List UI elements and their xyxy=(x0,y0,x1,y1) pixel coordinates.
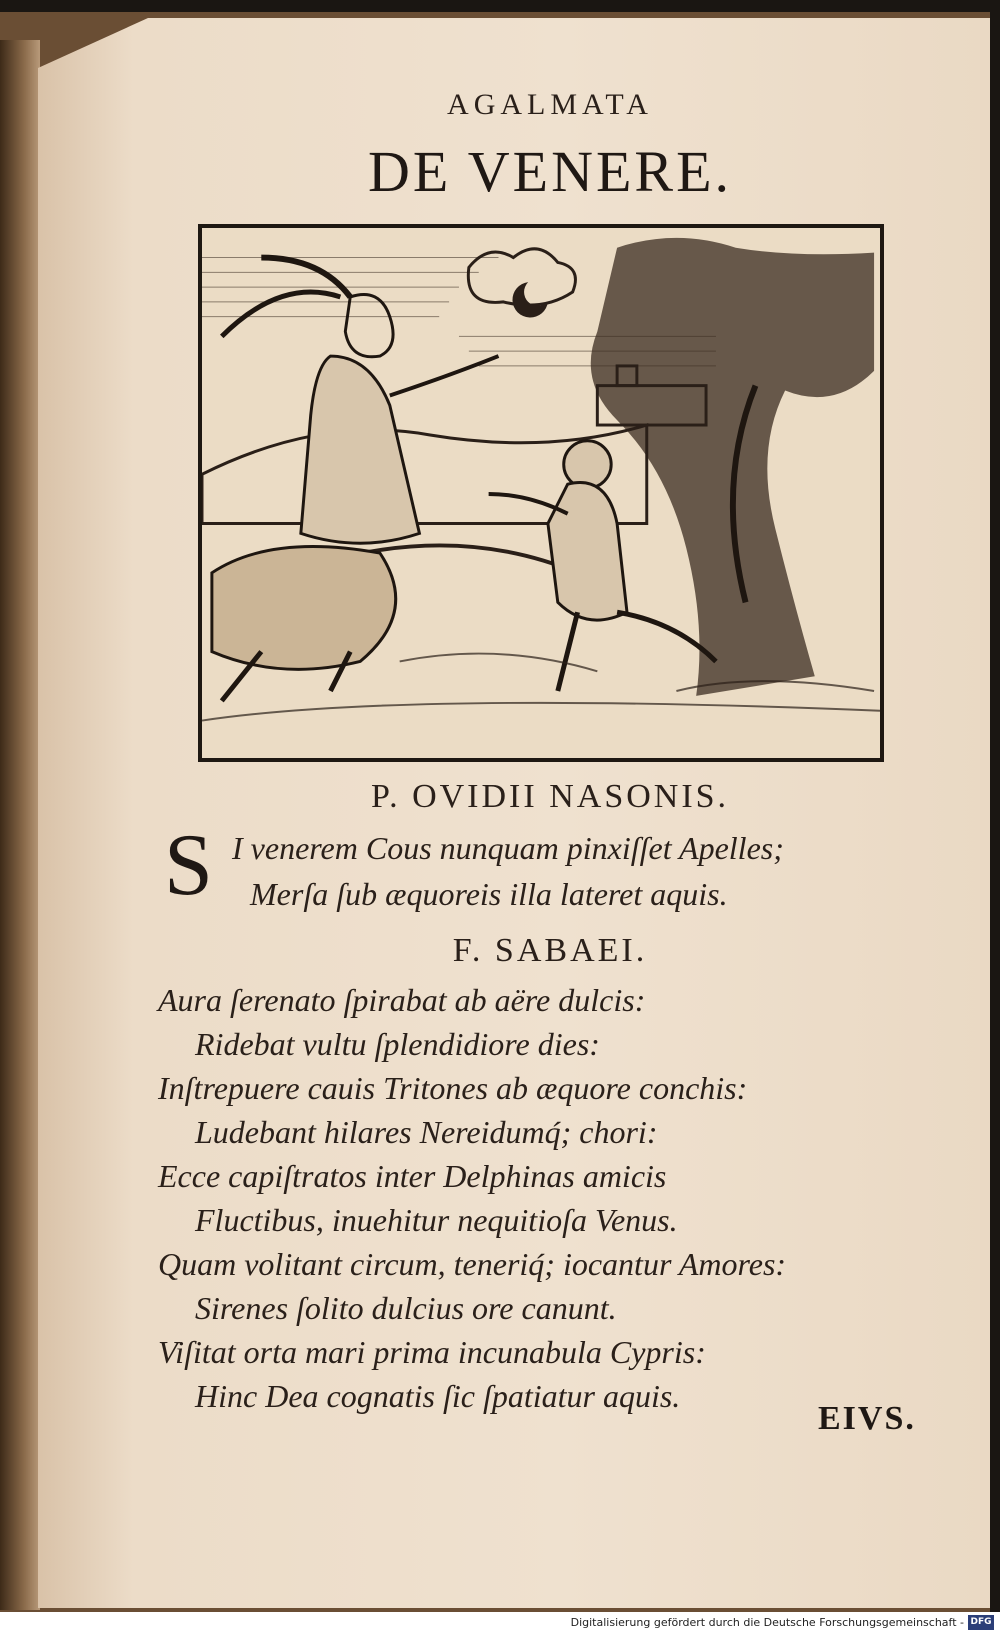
sabaei-verse-line: Ludebant hilares Nereidumq́; chori: xyxy=(195,1114,658,1150)
sabaei-verse-line: Ecce capiſtratos inter Delphinas amicis xyxy=(158,1158,667,1194)
section-title-sabaei: F. SABAEI. xyxy=(452,932,648,969)
page-title: DE VENERE. xyxy=(367,139,732,204)
sabaei-verse-line: Quam volitant circum, teneriq́; iocantur Amores: xyxy=(158,1246,787,1282)
sabaei-verse-line: Inſtrepuere cauis Tritones ab æquore conchis: xyxy=(158,1070,748,1106)
sabaei-verse-line: Fluctibus, inuehitur nequitioſa Venus. xyxy=(195,1202,678,1238)
section-title-ovid: P. OVIDII NASONIS. xyxy=(370,778,730,815)
page-heading-agalmata: AGALMATA xyxy=(447,88,653,121)
dfg-logo: DFG xyxy=(968,1615,994,1630)
ovid-dropcap: S xyxy=(164,817,213,914)
ovid-verse-line-2: Merſa ſub æquoreis illa lateret aquis. xyxy=(250,876,728,912)
digitization-credit-text: Digitalisierung gefördert durch die Deutsche Forschungsgemeinschaft - xyxy=(570,1616,964,1629)
sabaei-verse-line: Aura ſerenato ſpirabat ab aëre dulcis: xyxy=(158,982,646,1018)
digitization-credit-bar xyxy=(0,1612,1000,1636)
woodcut-venus-cupid-image xyxy=(202,228,880,758)
sabaei-verse-line: Ridebat vultu ſplendidiore dies: xyxy=(195,1026,600,1062)
book-spine-edge xyxy=(0,40,40,1610)
sabaei-verse-line: Sirenes ſolito dulcius ore canunt. xyxy=(195,1290,617,1326)
catchword: EIVS. xyxy=(818,1400,916,1437)
sabaei-verse-line: Viſitat orta mari prima incunabula Cypris: xyxy=(158,1334,706,1370)
ovid-verse-line-1: I venerem Cous nunquam pinxiſſet Apelles; xyxy=(232,830,784,866)
sabaei-verse-line: Hinc Dea cognatis ſic ſpatiatur aquis. xyxy=(195,1378,681,1414)
woodcut-illustration xyxy=(198,224,884,762)
